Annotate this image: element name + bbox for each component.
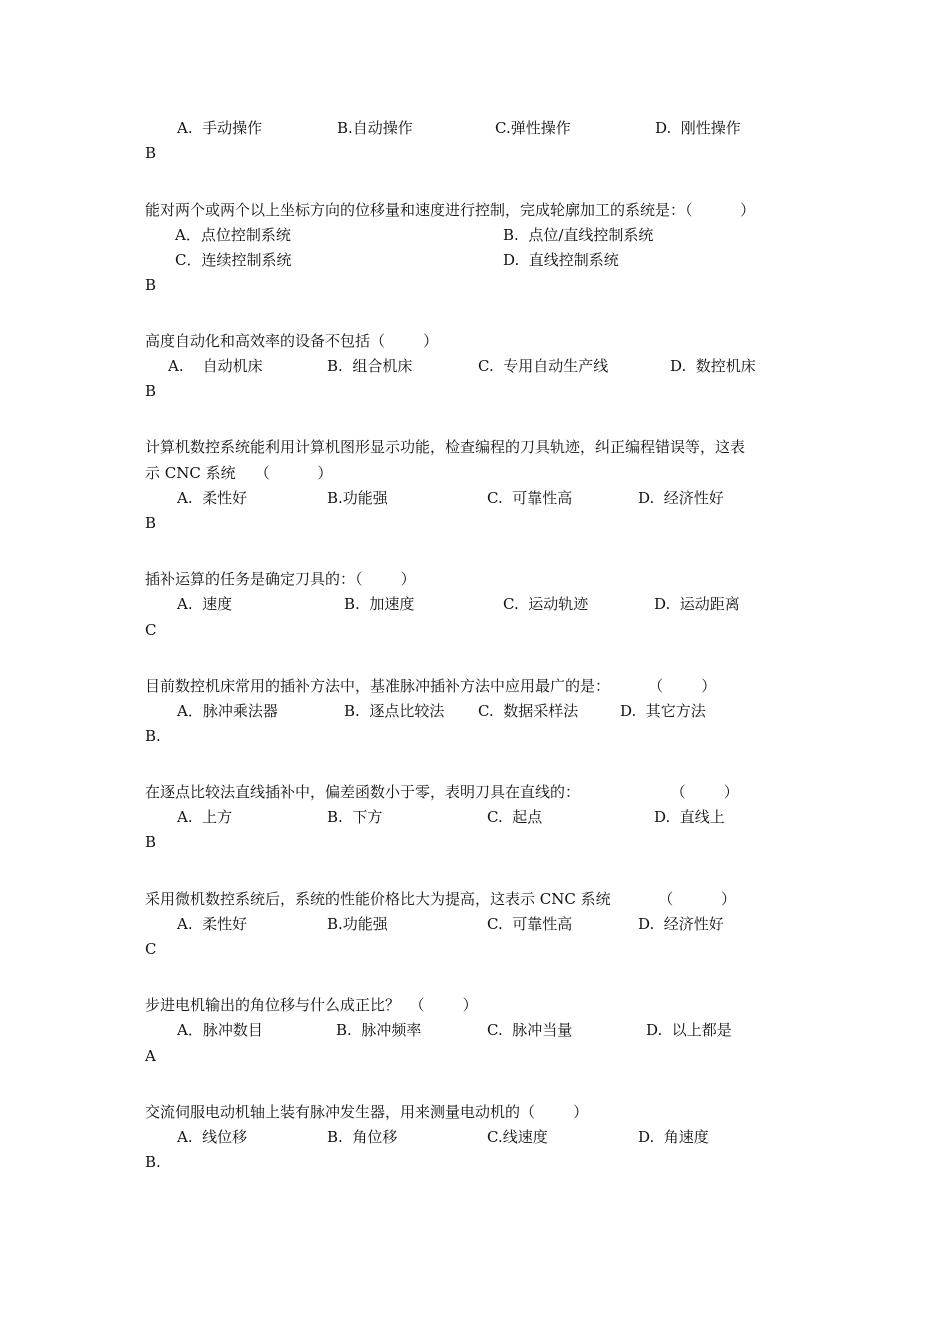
answer: A xyxy=(145,1047,156,1065)
option-b: B. 逐点比较法 xyxy=(344,702,445,720)
option-a: A. 手动操作 xyxy=(177,119,263,137)
question-stem: 步进电机输出的角位移与什么成正比？ （ ） xyxy=(145,996,478,1014)
option-b: B.功能强 xyxy=(327,489,388,507)
option-d: D. 角速度 xyxy=(638,1128,709,1146)
answer: C xyxy=(145,940,157,958)
option-c: C. 数据采样法 xyxy=(478,702,579,720)
option-b: B. 下方 xyxy=(327,808,383,826)
option-c: C. 专用自动生产线 xyxy=(478,357,609,375)
question-stem-line-2: 示 CNC 系统 （ ） xyxy=(145,464,333,482)
option-a: A. 自动机床 xyxy=(168,357,263,375)
question-stem: 采用微机数控系统后，系统的性能价格比大为提高，这表示 CNC 系统 （ ） xyxy=(145,890,736,908)
option-a: A．点位控制系统 xyxy=(175,226,291,244)
option-d: D. 经济性好 xyxy=(638,915,724,933)
question-stem-line-1: 计算机数控系统能利用计算机图形显示功能，检查编程的刀具轨迹，纠正编程错误等，这表 xyxy=(145,438,746,456)
answer: B xyxy=(145,144,157,162)
option-d: D. 刚性操作 xyxy=(655,119,741,137)
option-b: B.自动操作 xyxy=(337,119,413,137)
option-a: A. 柔性好 xyxy=(177,915,248,933)
question-stem: 高度自动化和高效率的设备不包括（ ） xyxy=(145,332,439,350)
option-b: B.功能强 xyxy=(327,915,388,933)
option-a: A．脉冲数目 xyxy=(177,1021,263,1039)
answer: B xyxy=(145,833,157,851)
question-stem: 目前数控机床常用的插补方法中，基准脉冲插补方法中应用最广的是： （ ） xyxy=(145,677,717,695)
option-c: C. 脉冲当量 xyxy=(487,1021,573,1039)
question-stem: 交流伺服电动机轴上装有脉冲发生器，用来测量电动机的（ ） xyxy=(145,1103,589,1121)
question-stem: 能对两个或两个以上坐标方向的位移量和速度进行控制，完成轮廓加工的系统是：（ ） xyxy=(145,201,756,219)
option-d: D. 运动距离 xyxy=(654,595,740,613)
answer: B xyxy=(145,276,157,294)
option-a: A. 上方 xyxy=(177,808,233,826)
option-b: B. 组合机床 xyxy=(327,357,413,375)
option-d: D. 经济性好 xyxy=(638,489,724,507)
option-c: C．连续控制系统 xyxy=(175,251,292,269)
option-c: C.弹性操作 xyxy=(495,119,571,137)
option-b: B. 加速度 xyxy=(344,595,415,613)
option-c: C. 可靠性高 xyxy=(487,915,573,933)
option-b: B. 点位/直线控制系统 xyxy=(503,226,654,244)
option-c: C. 运动轨迹 xyxy=(503,595,589,613)
answer: C xyxy=(145,621,157,639)
option-d: D. 直线上 xyxy=(654,808,725,826)
option-c: C. 起点 xyxy=(487,808,543,826)
option-d: D. 其它方法 xyxy=(620,702,706,720)
option-a: A. 柔性好 xyxy=(177,489,248,507)
answer: B xyxy=(145,514,157,532)
option-d: D. 直线控制系统 xyxy=(503,251,619,269)
answer: B. xyxy=(145,727,161,745)
answer: B xyxy=(145,382,157,400)
option-d: D. 以上都是 xyxy=(646,1021,732,1039)
option-d: D. 数控机床 xyxy=(670,357,756,375)
option-c: C. 可靠性高 xyxy=(487,489,573,507)
option-b: B. 脉冲频率 xyxy=(336,1021,422,1039)
option-c: C.线速度 xyxy=(487,1128,548,1146)
option-a: A．脉冲乘法器 xyxy=(177,702,278,720)
answer: B. xyxy=(145,1153,161,1171)
option-b: B. 角位移 xyxy=(327,1128,398,1146)
question-stem: 在逐点比较法直线插补中，偏差函数小于零，表明刀具在直线的： （ ） xyxy=(145,783,739,801)
question-stem: 插补运算的任务是确定刀具的：（ ） xyxy=(145,570,416,588)
option-a: A. 速度 xyxy=(177,595,233,613)
option-a: A. 线位移 xyxy=(177,1128,248,1146)
